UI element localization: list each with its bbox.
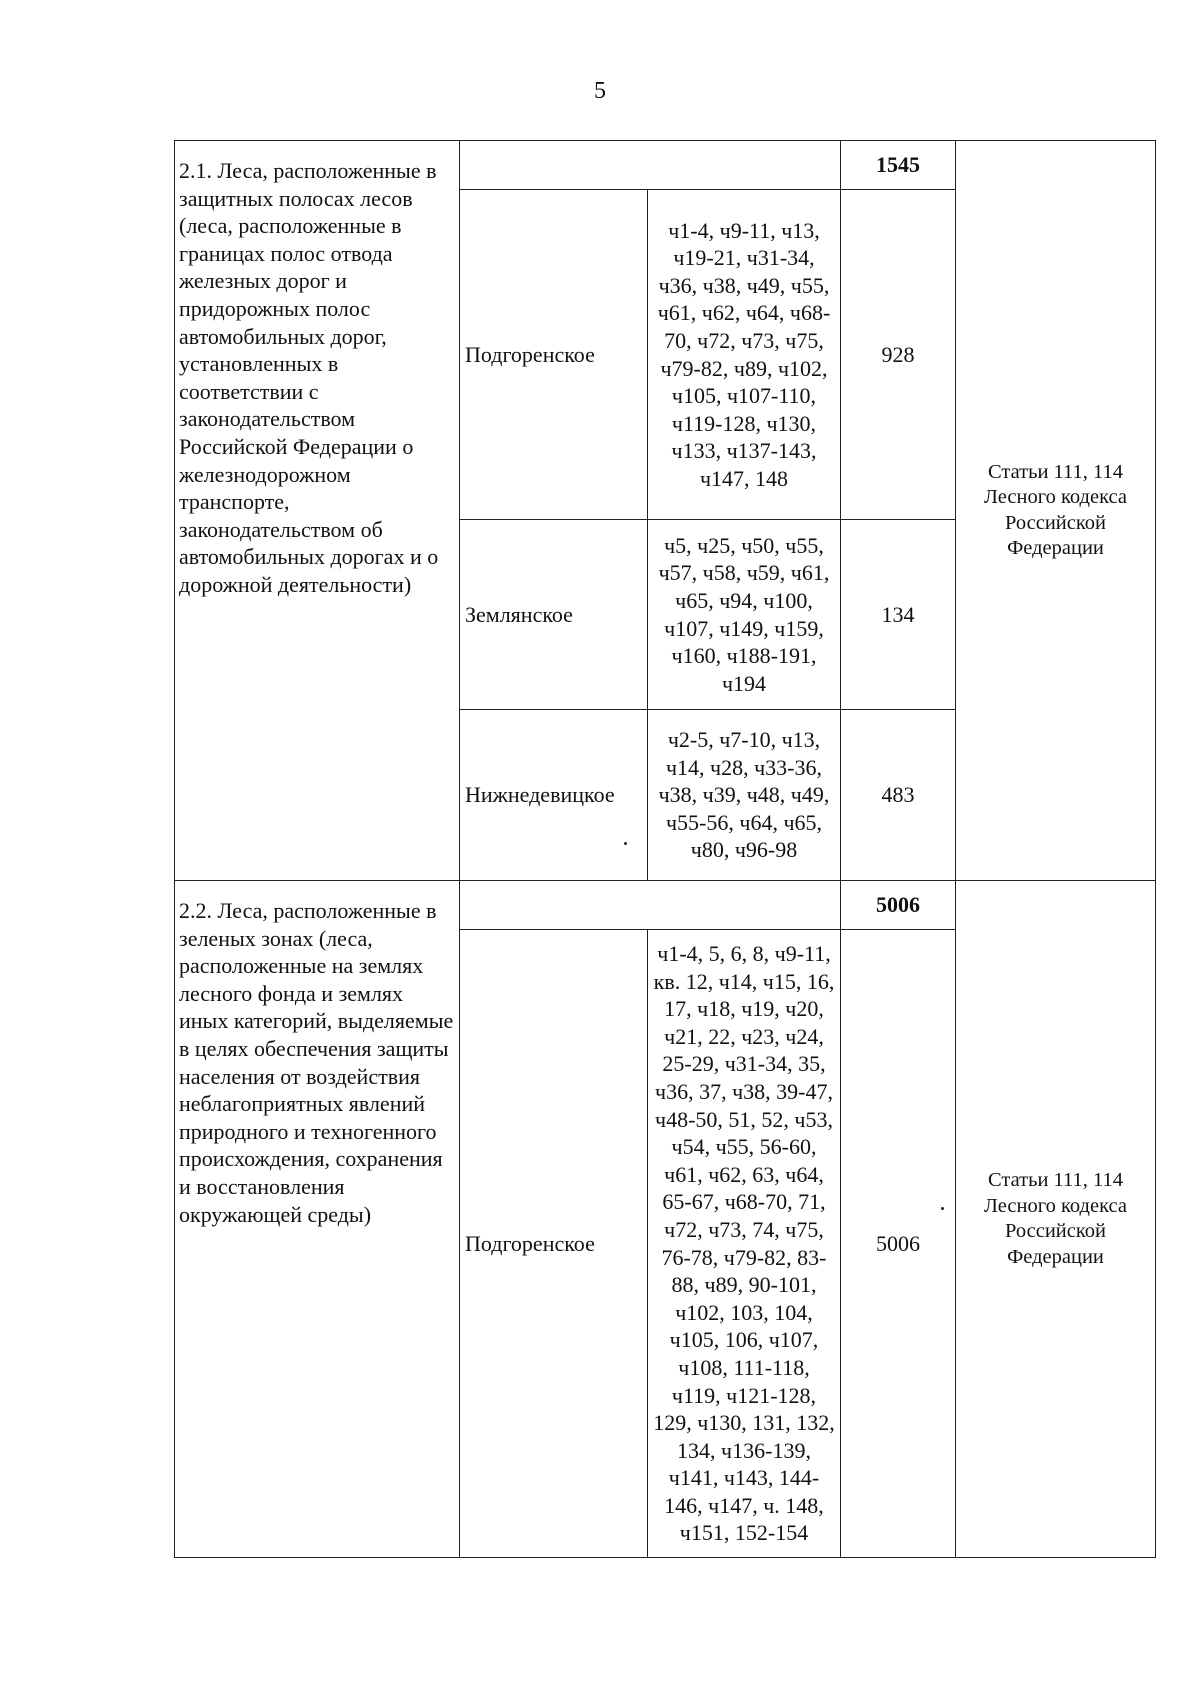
district-name: Подгоренское xyxy=(460,930,648,1558)
category-cell xyxy=(175,881,460,1558)
category-text: 2.1. Леса, расположенные в защитных полосах лесов (леса, расположенные в границах полос отвода железных дорог и придорожных полос автомобильных дорог, установленных в соответствии с законодательством Российской Федерации о железнодорожном транспорте, законодательством об автомобильных дорогах и о дорожной деятельности) xyxy=(179,158,439,597)
scan-speck xyxy=(624,842,627,845)
area-value: 5006 xyxy=(841,930,956,1558)
area-value: 928 xyxy=(841,190,956,520)
section-header-row xyxy=(175,141,1156,190)
area-value: 483 xyxy=(841,710,956,881)
forest-protection-table xyxy=(174,140,1156,1558)
block-numbers: ч5, ч25, ч50, ч55, ч57, ч58, ч59, ч61, ч65, ч94, ч100, ч107, ч149, ч159, ч160, ч188-191, ч194 xyxy=(648,520,841,710)
blank-cell xyxy=(460,141,841,190)
blank-cell xyxy=(460,881,841,930)
section-total: 1545 xyxy=(841,141,956,190)
block-numbers: ч1-4, 5, 6, 8, ч9-11, кв. 12, ч14, ч15, 16, 17, ч18, ч19, ч20, ч21, 22, ч23, ч24, 25-29, ч31-34, 35, ч36, 37, ч38, 39-47, ч48-50, 51, 52, ч53, ч54, ч55, 56-60, ч61, ч62, 63, ч64, 65-67, ч68-70, 71, ч72, ч73, 74, ч75, 76-78, ч79-82, 83-88, ч89, 90-101, ч102, 103, 104, ч105, 106, ч107, ч108, 111-118, ч119, ч121-128, 129, ч130, 131, 132, 134, ч136-139, ч141, ч143, 144-146, ч147, ч. 148, ч151, 152-154 xyxy=(648,930,841,1558)
area-value: 134 xyxy=(841,520,956,710)
block-numbers: ч1-4, ч9-11, ч13, ч19-21, ч31-34, ч36, ч38, ч49, ч55, ч61, ч62, ч64, ч68-70, ч72, ч73, ч75, ч79-82, ч89, ч102, ч105, ч107-110, ч119-128, ч130, ч133, ч137-143, ч147, 148 xyxy=(648,190,841,520)
legal-basis-cell: Статьи 111, 114 Лесного кодекса Российской Федерации xyxy=(956,881,1156,1558)
page-number: 5 xyxy=(594,78,606,104)
section-header-row xyxy=(175,881,1156,930)
district-name: Подгоренское xyxy=(460,190,648,520)
district-name: Землянское xyxy=(460,520,648,710)
section-total: 5006 xyxy=(841,881,956,930)
block-numbers: ч2-5, ч7-10, ч13, ч14, ч28, ч33-36, ч38, ч39, ч48, ч49, ч55-56, ч64, ч65, ч80, ч96-98 xyxy=(648,710,841,881)
category-cell xyxy=(175,141,460,881)
category-text: 2.2. Леса, расположенные в зеленых зонах (леса, расположенные на землях лесного фонда и землях иных категорий, выделяемые в целях обеспечения защиты населения от воздействия неблагоприятных явлений природного и техногенного происхождения, сохранения и восстановления окружающей среды) xyxy=(179,898,454,1227)
legal-basis-cell: Статьи 111, 114 Лесного кодекса Российской Федерации xyxy=(956,141,1156,881)
scan-speck xyxy=(941,1207,944,1210)
district-name: Нижнедевицкое xyxy=(460,710,648,881)
